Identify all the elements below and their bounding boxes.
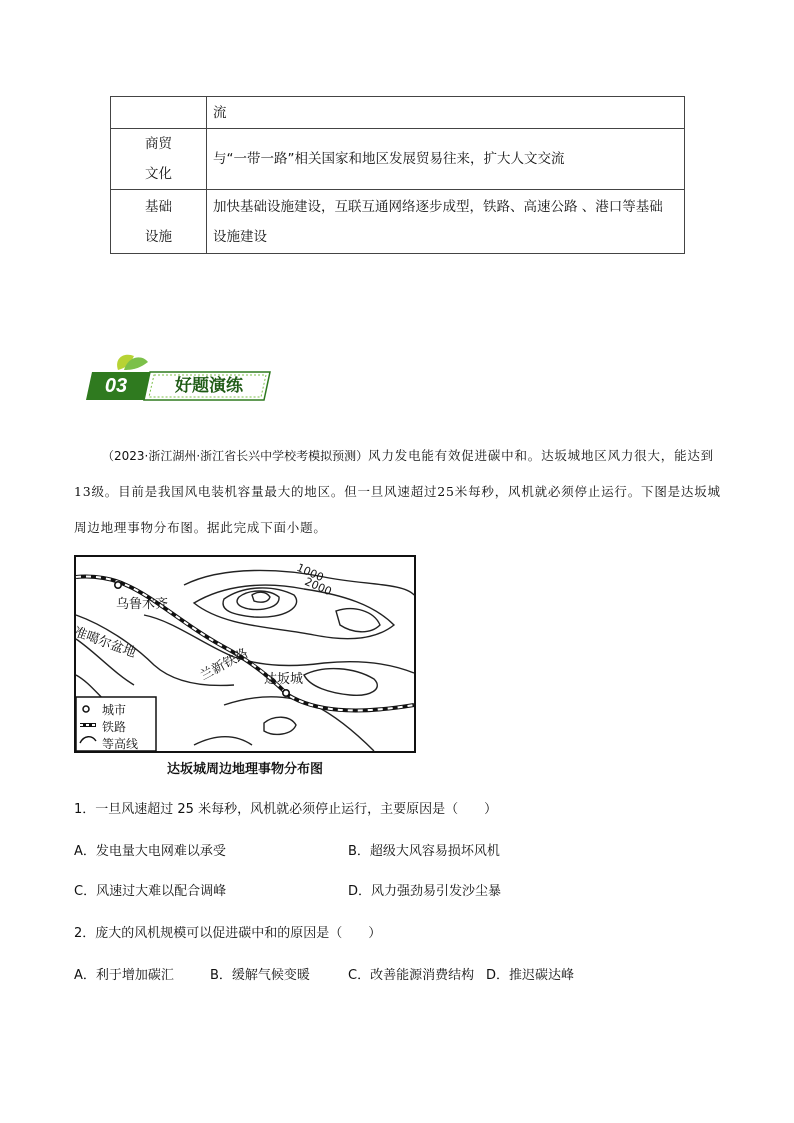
label-dabancheng: 达坂城 [264,672,304,687]
legend-city: 城市 [102,703,127,717]
table-row [111,129,685,190]
question-1-option-d[interactable]: D．风力强劲易引发沙尘暴 [348,884,502,899]
map-caption: 达坂城周边地理事物分布图 [166,762,323,777]
section-header [84,348,274,404]
legend-contour: 等高线 [102,737,139,751]
question-2-option-d[interactable]: D．推迟碳达峰 [486,968,575,983]
row-header: 基础 设施 [111,190,207,254]
question-intro [74,438,724,546]
label-contour-1000: 1000 [294,561,326,585]
row-header [111,97,207,129]
legend-railway: 铁路 [102,720,127,734]
row-value: 流 [207,97,685,129]
source-citation: （2023·浙江湖州·浙江省长兴中学校考模拟预测） [102,449,369,463]
city-dabancheng-marker [283,690,289,696]
info-table [110,96,685,254]
section-title: 好题演练 [175,376,243,396]
intro-text: 风力发电能有效促进碳中和。达坂城地区风力很大，能达到13级。目前是我国风电装机容量最大的地区。但一旦风速超过25米每秒，风机就必须停止运行。下图是达坂城周边地理事物分布图。据此完成下面小题。 [74,448,721,535]
label-contour-2000: 2000 [302,575,334,599]
table-row [111,97,685,129]
label-basin: 准噶尔盆地 [71,624,138,662]
question-1-option-a[interactable]: A．发电量大电网难以承受 [74,844,226,859]
question-1-option-c[interactable]: C．风速过大难以配合调峰 [74,884,227,899]
question-2-option-c[interactable]: C．改善能源消费结构 [348,968,475,983]
row-value: 加快基础设施建设，互联互通网络逐步成型，铁路、高速公路 、港口等基础 设施建设 [207,190,685,254]
row-value: 与“一带一路”相关国家和地区发展贸易往来，扩大人文交流 [207,129,685,190]
city-urumqi-marker [115,582,121,588]
question-2-option-a[interactable]: A．利于增加碳汇 [74,968,174,983]
question-2-option-b[interactable]: B．缓解气候变暖 [210,968,310,983]
section-number: 03 [104,375,128,397]
map-figure [71,555,416,753]
question-1-option-b[interactable]: B．超级大风容易损坏风机 [348,844,500,859]
label-urumqi: 乌鲁木齐 [116,597,169,612]
row-header: 商贸 文化 [111,129,207,190]
label-railway: 兰新铁路 [197,646,251,684]
question-2-stem: 2．庞大的风机规模可以促进碳中和的原因是（ ） [74,926,382,941]
question-1-stem: 1．一旦风速超过 25 米每秒，风机就必须停止运行，主要原因是（ ） [74,802,498,817]
table-row [111,190,685,254]
